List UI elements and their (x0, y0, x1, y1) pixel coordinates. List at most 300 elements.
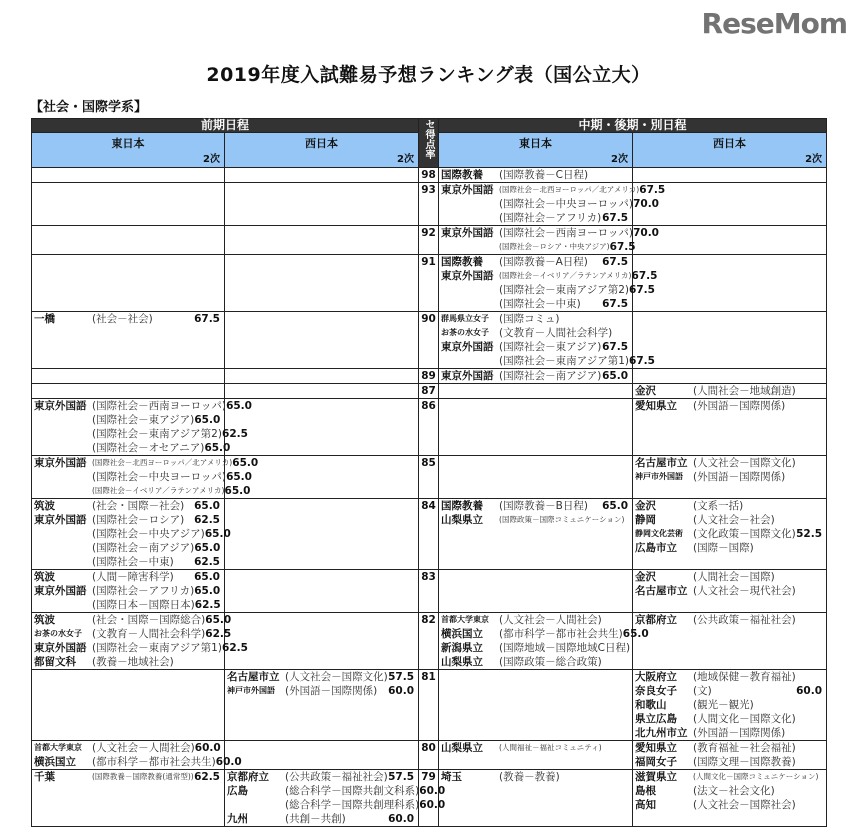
list-item (34, 570, 224, 584)
department-name: (国際政策－国際コミュニケーション) (499, 515, 625, 524)
university-name: 神戸市外国語 (227, 686, 275, 695)
early-east-cell (32, 613, 248, 670)
department-name: (国際社会－中東) (499, 298, 581, 310)
later-east-cell (439, 456, 633, 499)
list-item (34, 427, 248, 441)
university-name: 東京外国語 (34, 642, 87, 654)
department-name: (国際－国際) (693, 542, 754, 554)
second-exam-score (818, 770, 848, 784)
center-score-rate: 83 (419, 570, 439, 613)
list-item (441, 655, 632, 669)
later-west-cell (633, 670, 827, 741)
list-item (34, 555, 224, 569)
second-exam-score (796, 755, 826, 769)
university-name: 京都府立 (227, 771, 269, 783)
center-score-rate: 85 (419, 456, 439, 499)
university-name (441, 297, 499, 311)
table-row (32, 399, 827, 456)
second-exam-score: 65.0 (226, 471, 252, 483)
second-exam-score: 65.0 (224, 485, 251, 497)
second-exam-score: 62.5 (205, 628, 232, 640)
second-exam-score: 62.5 (222, 428, 248, 440)
table-row (32, 312, 827, 369)
second-exam-score (796, 470, 826, 484)
table-row (32, 670, 827, 741)
later-west-cell (633, 499, 827, 570)
list-item (441, 770, 632, 784)
second-exam-score (602, 741, 632, 755)
university-name: 島根 (635, 785, 657, 797)
department-name: (人文社会－人間社会) (92, 742, 195, 754)
department-name: (社会・国際－国際総合) (92, 614, 206, 626)
university-name (34, 427, 92, 441)
university-name: 愛知県立 (635, 400, 678, 412)
department-name: (共創－共創) (285, 813, 346, 825)
list-item (34, 441, 231, 455)
list-item (635, 670, 826, 684)
university-name: 静岡文化芸術 (635, 529, 684, 538)
university-name: 奈良女子 (635, 685, 678, 697)
second-exam-score: 67.5 (194, 313, 220, 325)
second-exam-score (602, 613, 632, 627)
university-name: 北九州市立 (635, 727, 688, 739)
list-item (441, 197, 659, 211)
later-east-cell (439, 741, 633, 770)
list-item (441, 297, 632, 311)
department-name: (国際社会－東南アジア第2) (92, 428, 222, 440)
score-rate-label: セ得点率 (423, 119, 435, 159)
later-west-cell (633, 570, 827, 613)
second-exam-score (796, 499, 826, 513)
list-item (227, 670, 418, 684)
list-item (34, 312, 224, 326)
early-west-cell (225, 226, 419, 255)
second-exam-score: 70.0 (633, 227, 659, 239)
table-row (32, 168, 827, 183)
list-item (34, 413, 224, 427)
list-item (227, 784, 446, 798)
score-rate-header (419, 119, 439, 168)
early-west-cell (225, 741, 419, 770)
list-item (441, 269, 658, 283)
second-exam-score: 62.5 (222, 642, 248, 654)
department-name: (国際社会－アフリカ) (92, 585, 195, 597)
early-west-cell (225, 312, 419, 369)
list-item (441, 613, 632, 627)
second-exam-score: 65.0 (204, 442, 231, 454)
university-name: 愛知県立 (635, 742, 678, 754)
university-name: 横浜国立 (441, 628, 484, 640)
list-item (441, 340, 632, 354)
university-name: 東京外国語 (34, 457, 87, 469)
department-name: (国際社会－中央ヨーロッパ) (499, 198, 633, 210)
university-name: 東京外国語 (441, 341, 494, 353)
list-item (34, 770, 224, 784)
list-item (34, 641, 248, 655)
list-item (441, 226, 659, 240)
university-name: 一橋 (34, 313, 55, 325)
university-name: 大阪府立 (635, 671, 678, 683)
department-name: (外国語－国際関係) (285, 685, 378, 697)
early-east-cell (32, 499, 231, 570)
department-name: (国際教養－C日程) (499, 169, 589, 181)
university-name: 京都府立 (635, 614, 678, 626)
early-west-cell (225, 255, 419, 312)
list-item (34, 541, 224, 555)
table-row (32, 183, 827, 226)
list-item (441, 168, 632, 182)
university-name (441, 283, 499, 297)
second-exam-score: 65.0 (194, 500, 220, 512)
list-item (34, 627, 232, 641)
early-east-cell (32, 399, 252, 456)
second-exam-score: 65.0 (602, 370, 629, 382)
university-name (34, 441, 92, 455)
list-item (635, 499, 826, 513)
list-item (441, 183, 666, 197)
center-score-rate: 87 (419, 384, 439, 399)
second-exam-score: 65.0 (204, 528, 231, 540)
second-exam-score (796, 784, 826, 798)
department-name: (都市科学－都市社会共生) (499, 628, 623, 640)
list-item (441, 627, 649, 641)
list-item (635, 584, 826, 598)
department-name: (外国語－国際関係) (693, 400, 786, 412)
university-name: 静岡 (635, 514, 657, 526)
department-name: (外国語－国際関係) (693, 471, 786, 483)
second-exam-score: 65.0 (205, 614, 232, 626)
university-name: お茶の水女子 (34, 629, 82, 638)
later-west-cell (633, 456, 827, 499)
list-item (441, 211, 632, 225)
department-name: (人間社会－国際) (693, 571, 775, 583)
second-exam-score (796, 513, 826, 527)
second-exam-score: 60.0 (388, 685, 415, 697)
department-name: (国際教養－B日程) (499, 500, 588, 512)
later-west-cell (633, 312, 827, 369)
second-exam-label: 2次 (397, 154, 415, 165)
university-name: 東京外国語 (34, 585, 87, 597)
university-name: 金沢 (635, 500, 657, 512)
list-item (227, 770, 418, 784)
department-name: (公共政策－福祉社会) (693, 614, 796, 626)
university-name: 都留文科 (34, 656, 76, 668)
university-name: 東京外国語 (34, 400, 87, 412)
department-name: (国際文理－国際教養) (693, 756, 796, 768)
second-exam-score: 65.0 (226, 400, 252, 412)
second-exam-score: 52.5 (796, 528, 823, 540)
department-name: (人文社会－国際文化) (285, 671, 388, 683)
ranking-table (31, 118, 827, 827)
department-name: (国際社会－ロシア・中央アジア) (499, 242, 610, 251)
section-label: 【社会・国際学系】 (30, 100, 148, 115)
university-name (441, 354, 499, 368)
list-item (34, 598, 224, 612)
university-name: 国際教養 (441, 500, 484, 512)
early-east-cell (32, 312, 225, 369)
university-name: 広島 (227, 785, 248, 797)
early-east-cell (32, 369, 225, 384)
later-west-cell (633, 613, 827, 670)
list-item (227, 684, 418, 698)
early-east-cell (32, 456, 259, 499)
department-name: (国際教養－A日程) (499, 256, 588, 268)
university-name: 群馬県立女子 (441, 314, 490, 323)
list-item (227, 798, 446, 812)
later-east-header (439, 133, 633, 168)
second-exam-score: 62.5 (194, 556, 220, 568)
list-item (34, 470, 252, 484)
department-name: (国際社会－西南ヨーロッパ) (499, 227, 633, 239)
department-name: (教養－地域社会) (92, 656, 174, 668)
department-name: (社会－社会) (92, 313, 153, 325)
list-item (441, 240, 636, 254)
department-name: (社会・国際－社会) (92, 500, 185, 512)
early-east-cell (32, 168, 225, 183)
university-name: 金沢 (635, 571, 657, 583)
later-west-cell (633, 168, 827, 183)
department-name: (国際社会－ロシア) (92, 514, 185, 526)
early-west-cell (225, 670, 419, 741)
second-exam-score (796, 798, 826, 812)
university-name: 名古屋市立 (227, 671, 280, 683)
list-item (441, 641, 632, 655)
second-exam-score (612, 326, 642, 340)
early-west-cell (225, 168, 419, 183)
second-exam-score (602, 655, 632, 669)
center-score-rate: 89 (419, 369, 439, 384)
list-item (635, 698, 826, 712)
department-name: (都市科学－都市社会共生) (92, 756, 216, 768)
university-name (34, 598, 92, 612)
second-exam-score (796, 399, 826, 413)
list-item (635, 755, 826, 769)
later-west-cell (633, 399, 827, 456)
early-east-cell (32, 670, 225, 741)
second-exam-score: 60.0 (215, 756, 242, 768)
university-name: 東京外国語 (441, 370, 494, 382)
university-name: 広島市立 (635, 542, 678, 554)
region-label: 西日本 (713, 137, 747, 150)
later-east-cell (439, 770, 633, 827)
list-item (635, 784, 826, 798)
list-item (635, 741, 826, 755)
list-item (635, 513, 826, 527)
second-exam-score: 67.5 (629, 355, 655, 367)
university-name: 金沢 (635, 385, 657, 397)
university-name: 東京外国語 (441, 270, 494, 282)
second-exam-label: 2次 (203, 154, 220, 165)
list-item (635, 541, 826, 555)
list-item (34, 484, 251, 498)
second-exam-score: 67.5 (602, 212, 629, 224)
list-item (441, 354, 655, 368)
second-exam-score: 60.0 (194, 742, 221, 754)
university-name: 県立広島 (635, 713, 678, 725)
center-score-rate: 84 (419, 499, 439, 570)
department-name: (文) (693, 685, 712, 697)
department-name: (人文社会－現代社会) (693, 585, 796, 597)
department-name: (人文社会－人間社会) (499, 614, 602, 626)
department-name: (国際社会－中東) (92, 556, 174, 568)
university-name: 千葉 (34, 771, 55, 783)
center-score-rate: 92 (419, 226, 439, 255)
second-exam-score (630, 641, 660, 655)
university-name: 神戸市外国語 (635, 472, 684, 481)
early-east-cell (32, 770, 225, 827)
department-name: (教養－教養) (499, 771, 560, 783)
second-exam-score (796, 726, 826, 740)
second-exam-score: 62.5 (194, 771, 220, 783)
university-name (34, 470, 92, 484)
table-row (32, 741, 827, 770)
early-west-cell (225, 369, 419, 384)
department-name: (文教育－人間社会科学) (92, 628, 206, 640)
page-title: 2019年度入試難易予想ランキング表（国公立大） (206, 64, 651, 86)
university-name: 滋賀県立 (635, 771, 678, 783)
department-name: (国際社会－東南アジア第1) (499, 355, 629, 367)
list-item (635, 570, 826, 584)
university-name: 筑波 (34, 500, 55, 512)
university-name: 新潟県立 (441, 642, 484, 654)
department-name: (国際社会－東南アジア第1) (92, 642, 222, 654)
second-exam-score (796, 541, 826, 555)
university-name: 東京外国語 (34, 514, 87, 526)
list-item (635, 726, 826, 740)
department-name: (国際社会－イベリア／ラテンアメリカ) (92, 486, 225, 495)
center-score-rate: 81 (419, 670, 439, 741)
table-row (32, 770, 827, 827)
second-exam-score (602, 168, 632, 182)
department-name: (人文社会－国際社会) (693, 799, 796, 811)
department-name: (国際政策－総合政策) (499, 656, 602, 668)
department-name: (国際社会－西南ヨーロッパ) (92, 400, 226, 412)
second-exam-score (194, 655, 224, 669)
department-name: (国際社会－オセアニア) (92, 442, 205, 454)
department-name: (観光－観光) (693, 699, 754, 711)
department-name: (教育福祉－社会福祉) (693, 742, 796, 754)
department-name: (国際社会－イベリア／ラテンアメリカ) (499, 271, 632, 280)
department-name: (文化政策－国際文化) (693, 528, 796, 540)
later-east-cell (439, 670, 633, 741)
second-exam-score: 65.0 (232, 457, 259, 469)
university-name: 東京外国語 (441, 184, 494, 196)
university-name (34, 555, 92, 569)
early-east-cell (32, 570, 225, 613)
second-exam-score (796, 456, 826, 470)
list-item (635, 770, 826, 784)
early-west-header (225, 133, 419, 168)
university-name: 東京外国語 (441, 227, 494, 239)
list-item (635, 613, 826, 627)
center-score-rate: 98 (419, 168, 439, 183)
university-name: 九州 (227, 813, 248, 825)
department-name: (人間文化－国際コミュニケーション) (693, 772, 819, 781)
department-name: (人間社会－地域創造) (693, 385, 796, 397)
later-east-cell (439, 570, 633, 613)
list-item (441, 255, 632, 269)
department-name: (人間－障害科学) (92, 571, 174, 583)
list-item (34, 456, 259, 470)
university-name: 名古屋市立 (635, 585, 688, 597)
second-exam-score: 60.0 (388, 813, 415, 825)
university-name: 国際教養 (441, 256, 484, 268)
department-name: (法文－社会文化) (693, 785, 775, 797)
second-exam-score: 65.0 (622, 628, 649, 640)
early-schedule-header: 前期日程 (32, 119, 419, 133)
second-exam-label: 2次 (611, 154, 629, 165)
university-name: お茶の水女子 (441, 328, 490, 337)
university-name: 和歌山 (635, 699, 667, 711)
university-name: 首都大学東京 (441, 615, 490, 624)
list-item (635, 712, 826, 726)
later-east-cell (439, 369, 633, 384)
later-west-cell (633, 770, 827, 827)
early-west-cell (225, 384, 419, 399)
university-name: 筑波 (34, 571, 55, 583)
university-name (34, 484, 92, 498)
table-row (32, 384, 827, 399)
second-exam-score (796, 698, 826, 712)
university-name: 国際教養 (441, 169, 484, 181)
later-west-cell (633, 741, 827, 770)
list-item (34, 513, 224, 527)
second-exam-score: 65.0 (194, 571, 220, 583)
university-name: 山梨県立 (441, 514, 484, 526)
department-name: (地域保健－教育福祉) (693, 671, 796, 683)
early-east-cell (32, 226, 225, 255)
early-east-cell (32, 741, 242, 770)
department-name: (国際社会－中央アジア) (92, 528, 205, 540)
second-exam-score (796, 584, 826, 598)
list-item (635, 798, 826, 812)
list-item (34, 655, 224, 669)
second-exam-score (796, 570, 826, 584)
list-item (441, 312, 632, 326)
table-row (32, 570, 827, 613)
list-item (34, 584, 224, 598)
second-exam-score (796, 741, 826, 755)
second-exam-score: 65.0 (194, 414, 221, 426)
table-row (32, 499, 827, 570)
second-exam-score: 67.5 (629, 284, 655, 296)
center-score-rate: 79 (419, 770, 439, 827)
second-exam-score: 67.5 (631, 270, 658, 282)
table-row (32, 613, 827, 670)
department-name: (国際コミュ) (499, 313, 560, 325)
second-exam-score: 67.5 (639, 184, 666, 196)
department-name: (人文社会－社会) (693, 514, 775, 526)
university-name: 横浜国立 (34, 756, 76, 768)
list-item (34, 499, 224, 513)
department-name: (外国語－国際関係) (693, 727, 786, 739)
second-exam-score (602, 312, 632, 326)
later-east-cell (439, 255, 658, 312)
early-west-cell (225, 570, 419, 613)
list-item (441, 369, 632, 383)
department-name: (国際社会－北西ヨーロッパ／北アメリカ) (499, 185, 640, 194)
second-exam-score (796, 384, 826, 398)
department-name: (国際地域－国際地域C日程) (499, 642, 631, 654)
list-item (635, 384, 826, 398)
department-name: (国際社会－中央ヨーロッパ) (92, 471, 226, 483)
later-west-cell (633, 255, 827, 312)
university-name: 埼玉 (441, 771, 463, 783)
second-exam-score: 57.5 (388, 771, 415, 783)
region-label: 東日本 (111, 137, 145, 150)
later-east-cell (439, 399, 633, 456)
list-item (441, 326, 632, 340)
